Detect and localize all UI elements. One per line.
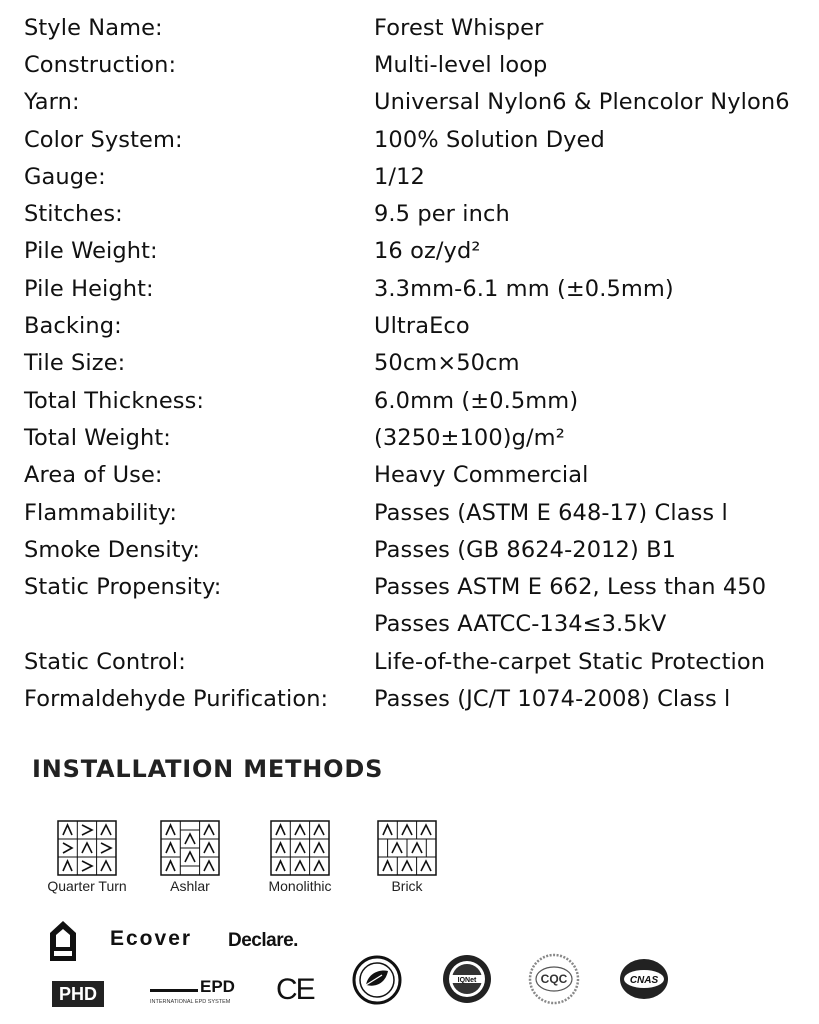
ce-mark: CE bbox=[276, 973, 314, 1006]
spec-label: Flammability: bbox=[24, 499, 178, 526]
spec-label: Yarn: bbox=[24, 89, 80, 116]
spec-label: Static Control: bbox=[24, 648, 186, 675]
spec-value: 1/12 bbox=[374, 163, 425, 190]
spec-value: (3250±100)g/m² bbox=[374, 424, 565, 451]
epd-logo bbox=[150, 975, 250, 1009]
spec-label: Backing: bbox=[24, 313, 122, 340]
spec-label: Formaldehyde Purification: bbox=[24, 685, 329, 712]
method-monolithic bbox=[245, 820, 355, 894]
spec-value: Heavy Commercial bbox=[374, 462, 589, 489]
monolithic-icon bbox=[270, 820, 330, 876]
declare-logo: Declare. bbox=[228, 930, 298, 951]
spec-value: Multi-level loop bbox=[374, 51, 548, 78]
spec-value: Passes AATCC-134≤3.5kV bbox=[374, 611, 667, 638]
quarter-turn-icon bbox=[57, 820, 117, 876]
spec-row bbox=[24, 270, 814, 307]
spec-label: Gauge: bbox=[24, 163, 106, 190]
method-label: Monolithic bbox=[268, 878, 332, 894]
spec-value: Forest Whisper bbox=[374, 14, 544, 41]
ionet-seal-icon bbox=[441, 953, 493, 1005]
spec-row bbox=[24, 9, 814, 46]
spec-row bbox=[24, 158, 814, 195]
spec-row bbox=[24, 531, 814, 568]
cqc-label: CQC bbox=[540, 972, 568, 986]
spec-label: Stitches: bbox=[24, 201, 123, 228]
cqc-seal-icon bbox=[525, 953, 583, 1005]
spec-value: 3.3mm-6.1 mm (±0.5mm) bbox=[374, 275, 674, 302]
spec-label: Area of Use: bbox=[24, 462, 163, 489]
spec-row bbox=[24, 606, 814, 643]
spec-value: Passes (GB 8624-2012) B1 bbox=[374, 536, 677, 563]
spec-row bbox=[24, 345, 814, 382]
spec-label: Construction: bbox=[24, 51, 177, 78]
spec-label: Static Propensity: bbox=[24, 574, 222, 601]
spec-label: Tile Size: bbox=[24, 350, 126, 377]
spec-row bbox=[24, 419, 814, 456]
method-label: Ashlar bbox=[170, 878, 210, 894]
spec-label: Pile Weight: bbox=[24, 238, 158, 265]
spec-value: Passes (ASTM E 648-17) Class l bbox=[374, 499, 728, 526]
method-label: Brick bbox=[391, 878, 423, 894]
spec-value: Passes ASTM E 662, Less than 450 bbox=[374, 574, 767, 601]
certification-logos bbox=[0, 915, 819, 1020]
spec-value: 6.0mm (±0.5mm) bbox=[374, 387, 579, 414]
ashlar-icon bbox=[160, 820, 220, 876]
spec-row bbox=[24, 457, 814, 494]
installation-heading: INSTALLATION METHODS bbox=[32, 755, 384, 783]
cnas-label: CNAS bbox=[629, 975, 659, 986]
spec-value: Life-of-the-carpet Static Protection bbox=[374, 648, 766, 675]
spec-value: 16 oz/yd² bbox=[374, 238, 481, 265]
leaf-seal-icon bbox=[352, 955, 402, 1005]
spec-row bbox=[24, 84, 814, 121]
spec-value: 9.5 per inch bbox=[374, 201, 510, 228]
spec-row bbox=[24, 643, 814, 680]
hpd-label: PHD bbox=[58, 984, 97, 1004]
spec-table bbox=[24, 9, 814, 718]
brick-icon bbox=[377, 820, 437, 876]
spec-row bbox=[24, 568, 814, 605]
method-ashlar bbox=[135, 820, 245, 894]
spec-label: Color System: bbox=[24, 126, 183, 153]
spec-value: Passes (JC/T 1074-2008) Class l bbox=[374, 685, 731, 712]
spec-value: 100% Solution Dyed bbox=[374, 126, 605, 153]
spec-label: Style Name: bbox=[24, 14, 163, 41]
spec-row bbox=[24, 680, 814, 717]
ecover-logo: Ecover bbox=[110, 927, 193, 950]
spec-label: Total Weight: bbox=[24, 424, 171, 451]
spec-row bbox=[24, 195, 814, 232]
method-quarter-turn bbox=[32, 820, 142, 894]
spec-label: Pile Height: bbox=[24, 275, 154, 302]
spec-row bbox=[24, 382, 814, 419]
spec-row bbox=[24, 494, 814, 531]
spec-value: Universal Nylon6 & Plencolor Nylon6 bbox=[374, 89, 790, 116]
spec-row bbox=[24, 307, 814, 344]
spec-label: Total Thickness: bbox=[24, 387, 205, 414]
hpd-icon bbox=[52, 981, 104, 1007]
spec-row bbox=[24, 46, 814, 83]
spec-row bbox=[24, 121, 814, 158]
epd-label: EPD bbox=[200, 977, 235, 996]
spec-row bbox=[24, 233, 814, 270]
installation-methods bbox=[32, 820, 472, 905]
method-brick bbox=[352, 820, 462, 894]
epd-subtitle: INTERNATIONAL EPD SYSTEM bbox=[150, 999, 231, 1005]
svg-text:IQNet: IQNet bbox=[457, 977, 477, 984]
green-label-plus-icon bbox=[48, 919, 78, 963]
spec-label: Smoke Density: bbox=[24, 536, 201, 563]
cnas-icon bbox=[617, 955, 671, 1003]
method-label: Quarter Turn bbox=[47, 878, 127, 894]
spec-value: UltraEco bbox=[374, 313, 470, 340]
spec-value: 50cm×50cm bbox=[374, 350, 520, 377]
